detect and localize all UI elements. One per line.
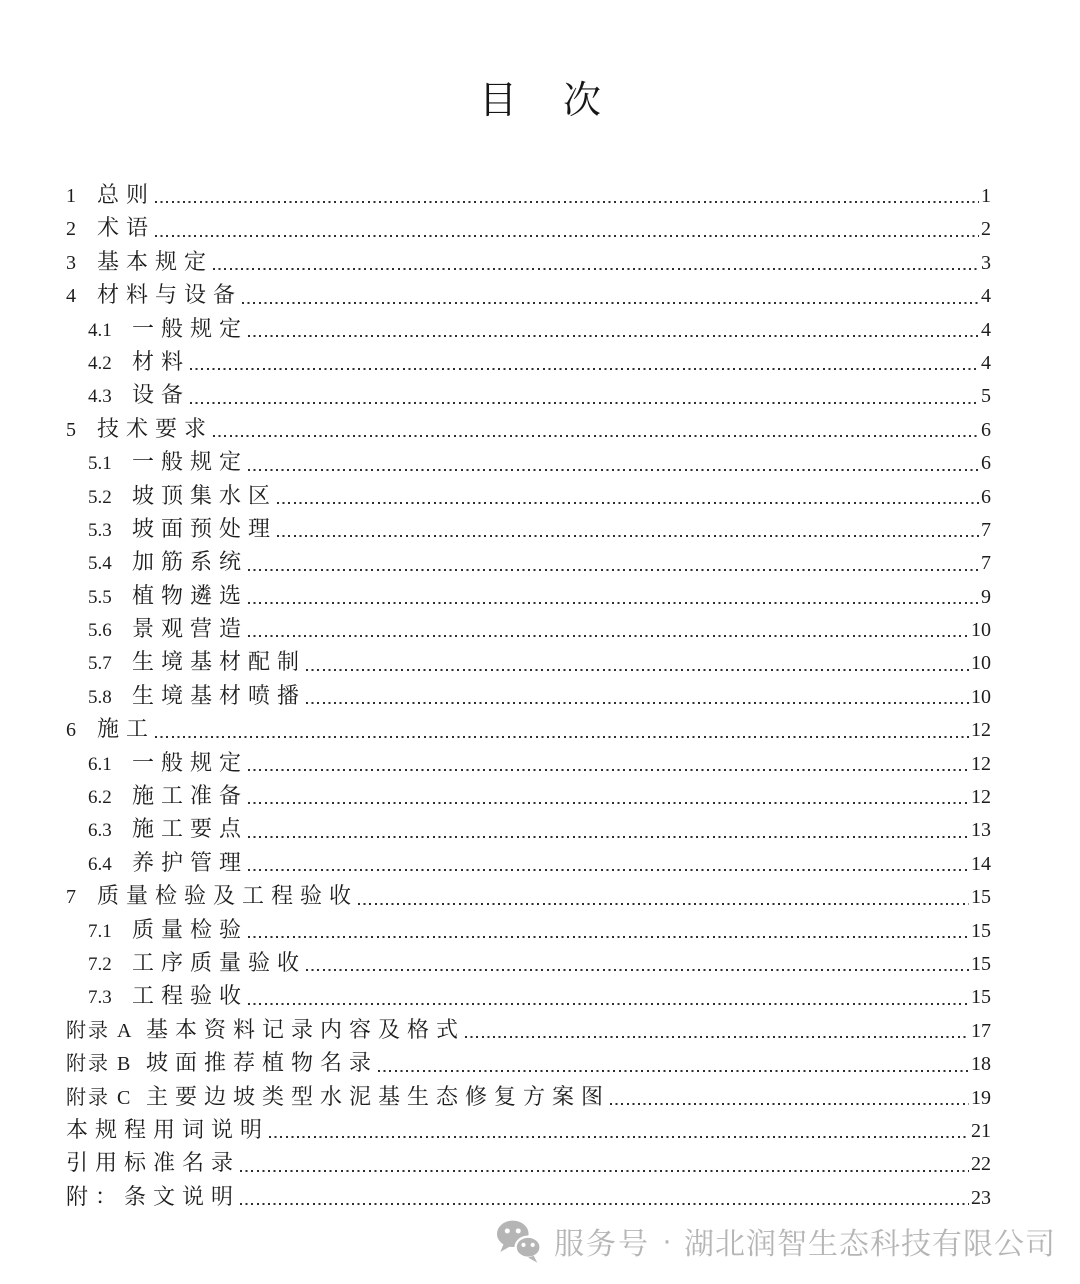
footer-separator-dot: · <box>662 1224 672 1257</box>
toc-leader-dots <box>378 1070 969 1072</box>
toc-entry-page: 1 <box>981 185 991 207</box>
toc-entry-page: 3 <box>981 251 991 274</box>
toc-entry-title: 基本资料记录内容及格式 <box>146 1016 466 1042</box>
toc-entry-number: 4.3 <box>88 386 112 408</box>
toc-leader-dots <box>240 1203 969 1205</box>
toc-leader-dots <box>269 1136 969 1138</box>
toc-leader-dots <box>155 201 979 203</box>
toc-entry-page: 12 <box>971 786 991 809</box>
toc-entry-page: 22 <box>971 1153 991 1176</box>
toc-entry-title: 基本规定 <box>97 248 214 274</box>
toc-entry-number: 4.2 <box>88 352 112 374</box>
toc-leader-dots <box>277 502 979 504</box>
toc-leader-dots <box>213 435 979 437</box>
toc-entry-page: 9 <box>981 585 991 608</box>
toc-entry <box>66 846 991 879</box>
toc-entry-title: 一般规定 <box>132 315 249 341</box>
toc-entry-page: 2 <box>981 218 991 241</box>
toc-entry-page: 4 <box>981 318 991 341</box>
toc-entry-page: 10 <box>971 652 991 675</box>
toc-entry-number: 5.5 <box>88 586 112 608</box>
toc-entry <box>66 178 991 211</box>
toc-entry-title: 质量检验及工程验收 <box>97 883 359 909</box>
toc-entry-title: 生境基材喷播 <box>132 682 307 708</box>
toc-entry <box>66 278 991 311</box>
page-title-char-left: 目 <box>478 80 517 122</box>
toc-leader-dots <box>155 736 969 738</box>
toc-entry-number: 1 <box>66 185 76 207</box>
toc-entry-page: 18 <box>971 1053 991 1076</box>
toc-entry-title: 施工准备 <box>132 783 249 809</box>
toc-entry-page: 4 <box>981 285 991 308</box>
toc-entry-title: 加筋系统 <box>132 549 249 575</box>
toc-entry <box>66 579 991 612</box>
toc-entry-page: 23 <box>971 1186 991 1209</box>
toc-entry-number: 6.3 <box>88 820 112 842</box>
toc-entry <box>66 712 991 745</box>
toc-entry <box>66 1146 991 1179</box>
toc-entry-title: 材料 <box>132 348 191 374</box>
toc-entry-number: 附录 B <box>66 1053 133 1076</box>
toc-entry-page: 4 <box>981 351 991 374</box>
wechat-icon <box>496 1218 542 1264</box>
toc-leader-dots <box>465 1036 969 1038</box>
toc-entry-number: 3 <box>66 251 76 274</box>
toc-entry <box>66 1046 991 1079</box>
toc-entry-page: 7 <box>981 552 991 575</box>
toc-entry-title: 生境基材配制 <box>132 649 307 675</box>
toc-entry-number: 5.2 <box>88 486 112 508</box>
toc-entry-title: 坡面推荐植物名录 <box>146 1050 379 1076</box>
toc-leader-dots <box>240 1170 969 1172</box>
toc-entry-title: 技术要求 <box>97 415 214 441</box>
toc-entry <box>66 679 991 712</box>
toc-entry-number: 7 <box>66 886 76 909</box>
toc-entry-title: 养护管理 <box>132 849 249 875</box>
toc-leader-dots <box>306 702 969 704</box>
toc-entry <box>66 645 991 678</box>
toc-leader-dots <box>306 969 969 971</box>
toc-entry-number: 5.7 <box>88 653 112 675</box>
toc-leader-dots <box>248 836 969 838</box>
toc-entry <box>66 879 991 912</box>
toc-entry-page: 17 <box>971 1019 991 1042</box>
toc-leader-dots <box>213 268 979 270</box>
toc-entry <box>66 245 991 278</box>
toc-entry-number: 7.3 <box>88 987 112 1009</box>
toc-entry-title: 质量检验 <box>132 916 249 942</box>
toc-list <box>66 178 991 1213</box>
toc-leader-dots <box>306 669 969 671</box>
toc-entry-page: 7 <box>981 518 991 541</box>
toc-leader-dots <box>248 869 969 871</box>
toc-entry-number: 6.2 <box>88 787 112 809</box>
toc-entry-title: 坡面预处理 <box>132 515 278 541</box>
page-title <box>0 0 1080 126</box>
toc-leader-dots <box>155 235 979 237</box>
toc-entry-number: 6.1 <box>88 753 112 775</box>
toc-leader-dots <box>277 535 979 537</box>
toc-entry-number: 6.4 <box>88 853 112 875</box>
toc-entry <box>66 445 991 478</box>
toc-entry <box>66 512 991 545</box>
toc-leader-dots <box>248 335 979 337</box>
toc-entry-page: 6 <box>981 452 991 475</box>
toc-leader-dots <box>248 602 979 604</box>
toc-leader-dots <box>248 1003 969 1005</box>
toc-entry-page: 10 <box>971 619 991 642</box>
footer-watermark <box>496 1218 1056 1264</box>
footer-wechat-account-label: 服务号 <box>554 1228 650 1261</box>
toc-leader-dots <box>248 802 969 804</box>
page-title-char-right: 次 <box>563 80 602 122</box>
toc-entry <box>66 211 991 244</box>
toc-entry <box>66 746 991 779</box>
toc-leader-dots <box>248 769 969 771</box>
toc-entry-number: 5.6 <box>88 620 112 642</box>
toc-entry-page: 15 <box>971 986 991 1009</box>
toc-entry-title: 坡顶集水区 <box>132 482 278 508</box>
toc-entry <box>66 1113 991 1146</box>
toc-entry-title: 材料与设备 <box>97 282 243 308</box>
toc-entry-title: 景观营造 <box>132 616 249 642</box>
toc-entry-page: 15 <box>971 886 991 909</box>
toc-entry <box>66 312 991 345</box>
toc-entry <box>66 1180 991 1213</box>
toc-entry <box>66 1013 991 1046</box>
toc-entry-title: 术语 <box>97 215 156 241</box>
toc-entry-page: 5 <box>981 385 991 408</box>
toc-entry-page: 6 <box>981 485 991 508</box>
toc-leader-dots <box>242 302 979 304</box>
toc-leader-dots <box>190 402 979 404</box>
toc-entry-number: 2 <box>66 218 76 241</box>
toc-entry-page: 15 <box>971 919 991 942</box>
toc-entry-number: 5.8 <box>88 686 112 708</box>
toc-entry <box>66 545 991 578</box>
toc-entry-page: 14 <box>971 852 991 875</box>
toc-entry-page: 13 <box>971 819 991 842</box>
toc-entry-title: 设备 <box>132 382 191 408</box>
toc-entry-page: 15 <box>971 952 991 975</box>
toc-leader-dots <box>248 635 969 637</box>
toc-entry <box>66 479 991 512</box>
toc-entry <box>66 946 991 979</box>
toc-entry-number: 6 <box>66 719 76 742</box>
toc-entry <box>66 412 991 445</box>
toc-entry-number: 5.3 <box>88 519 112 541</box>
toc-entry <box>66 378 991 411</box>
toc-entry-page: 19 <box>971 1086 991 1109</box>
toc-entry-title: 植物遴选 <box>132 582 249 608</box>
toc-entry-title: 本规程用词说明 <box>66 1116 270 1142</box>
toc-entry <box>66 1080 991 1113</box>
toc-entry-number: 7.1 <box>88 920 112 942</box>
toc-entry-title: 一般规定 <box>132 449 249 475</box>
toc-entry-number: 7.2 <box>88 953 112 975</box>
toc-entry <box>66 779 991 812</box>
toc-entry-page: 12 <box>971 752 991 775</box>
toc-entry-title: 总则 <box>97 182 156 207</box>
toc-leader-dots <box>248 469 979 471</box>
toc-entry-page: 10 <box>971 685 991 708</box>
footer-company-name: 湖北润智生态科技有限公司 <box>684 1228 1056 1261</box>
toc-entry-page: 21 <box>971 1119 991 1142</box>
toc-entry-title: 施工要点 <box>132 816 249 842</box>
toc-entry-page: 12 <box>971 719 991 742</box>
toc-leader-dots <box>610 1103 969 1105</box>
toc-entry <box>66 913 991 946</box>
toc-entry <box>66 345 991 378</box>
toc-entry-title: 主要边坡类型水泥基生态修复方案图 <box>146 1083 611 1109</box>
toc-entry-number: 5 <box>66 418 76 441</box>
toc-entry-number: 附录 C <box>66 1086 133 1109</box>
toc-entry-number: 4 <box>66 285 76 308</box>
toc-entry <box>66 812 991 845</box>
toc-entry-number: 5.1 <box>88 453 112 475</box>
toc-leader-dots <box>248 936 969 938</box>
toc-entry <box>66 612 991 645</box>
toc-entry-title: 附：条文说明 <box>66 1183 241 1209</box>
toc-leader-dots <box>190 368 979 370</box>
toc-entry-title: 工序质量验收 <box>132 949 307 975</box>
toc-entry <box>66 979 991 1012</box>
toc-entry-number: 5.4 <box>88 553 112 575</box>
toc-entry-number: 4.1 <box>88 319 112 341</box>
toc-entry-title: 施工 <box>97 716 156 742</box>
toc-entry-title: 工程验收 <box>132 983 249 1009</box>
toc-entry-number: 附录 A <box>66 1019 134 1042</box>
toc-entry-title: 引用标准名录 <box>66 1150 241 1176</box>
toc-entry-title: 一般规定 <box>132 749 249 775</box>
toc-leader-dots <box>358 903 969 905</box>
toc-entry-page: 6 <box>981 418 991 441</box>
toc-leader-dots <box>248 569 979 571</box>
